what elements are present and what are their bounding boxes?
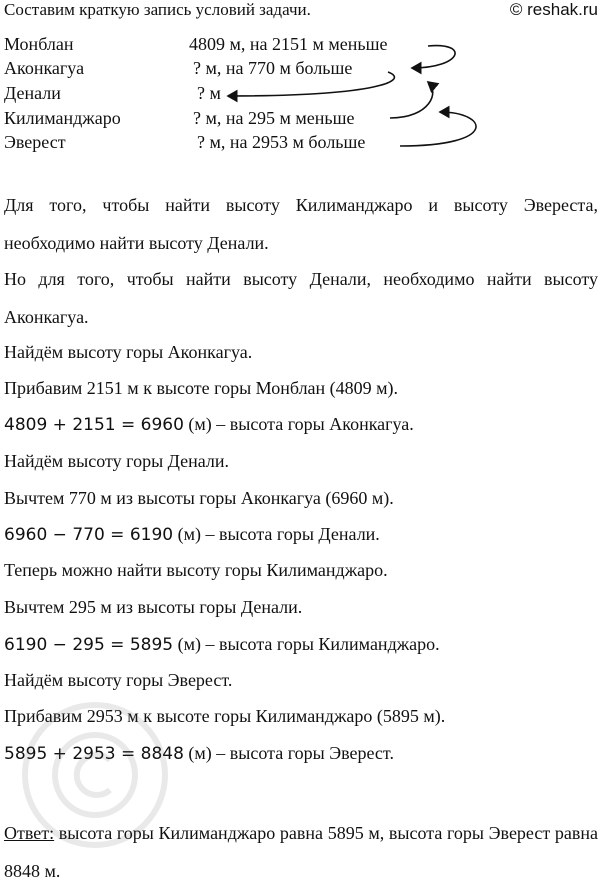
equation-text: (м) – высота горы Килиманджаро. <box>173 634 440 654</box>
equation-text: (м) – высота горы Аконкагуа. <box>183 414 414 434</box>
brand-watermark-text: © reshak.ru <box>509 0 598 19</box>
step-line: Найдём высоту горы Эверест. <box>4 670 233 690</box>
page-title: Составим краткую запись условий задачи. <box>4 0 311 19</box>
condition-name: Денали <box>4 83 61 103</box>
equation-line <box>4 524 380 545</box>
paragraph-2: Но для того, чтобы найти высоту Денали, необходимо найти высоту Аконкагуа. <box>4 269 598 327</box>
equation-line <box>4 634 440 655</box>
equation-math: 6190 − 295 = 5895 <box>4 635 174 655</box>
step-line: Вычтем 295 м из высоты горы Денали. <box>4 597 303 617</box>
condition-name: Килиманджаро <box>4 108 121 128</box>
equation-text: (м) – высота горы Денали. <box>173 524 380 544</box>
step-line: Вычтем 770 м из высоты горы Аконкагуа (6960 м). <box>4 488 394 508</box>
condition-name: Аконкагуа <box>4 58 85 78</box>
condition-name: Эверест <box>4 132 66 152</box>
paragraph-1: Для того, чтобы найти высоту Килиманджаро и высоту Эвереста, необходимо найти высоту Денали. <box>4 195 598 253</box>
condition-value: ? м, на 770 м больше <box>193 58 353 78</box>
condition-value: ? м, на 2953 м больше <box>197 132 366 152</box>
answer-label: Ответ: <box>4 823 55 843</box>
equation-math: 4809 + 2151 = 6960 <box>4 415 184 435</box>
step-line: Прибавим 2151 м к высоте горы Монблан (4809 м). <box>4 378 399 398</box>
equation-line <box>4 743 394 764</box>
step-line: Теперь можно найти высоту горы Килиманджаро. <box>4 560 388 580</box>
condition-value: ? м <box>197 83 221 103</box>
step-line: Прибавим 2953 м к высоте горы Килиманджаро (5895 м). <box>4 706 446 726</box>
equation-math: 5895 + 2953 = 8848 <box>4 744 184 764</box>
answer-text: высота горы Килиманджаро равна 5895 м, высота горы Эверест равна 8848 м. <box>4 823 598 881</box>
equation-math: 6960 − 770 = 6190 <box>4 525 174 545</box>
answer <box>4 814 598 890</box>
condition-value: 4809 м, на 2151 м меньше <box>189 34 388 54</box>
equation-text: (м) – высота горы Эверест. <box>183 743 394 763</box>
condition-name: Монблан <box>4 34 74 54</box>
condition-value: ? м, на 295 м меньше <box>193 108 355 128</box>
conditions-table <box>0 0 602 160</box>
step-line: Найдём высоту горы Денали. <box>4 451 230 471</box>
equation-line <box>4 414 414 435</box>
step-line: Найдём высоту горы Аконкагуа. <box>4 342 253 362</box>
